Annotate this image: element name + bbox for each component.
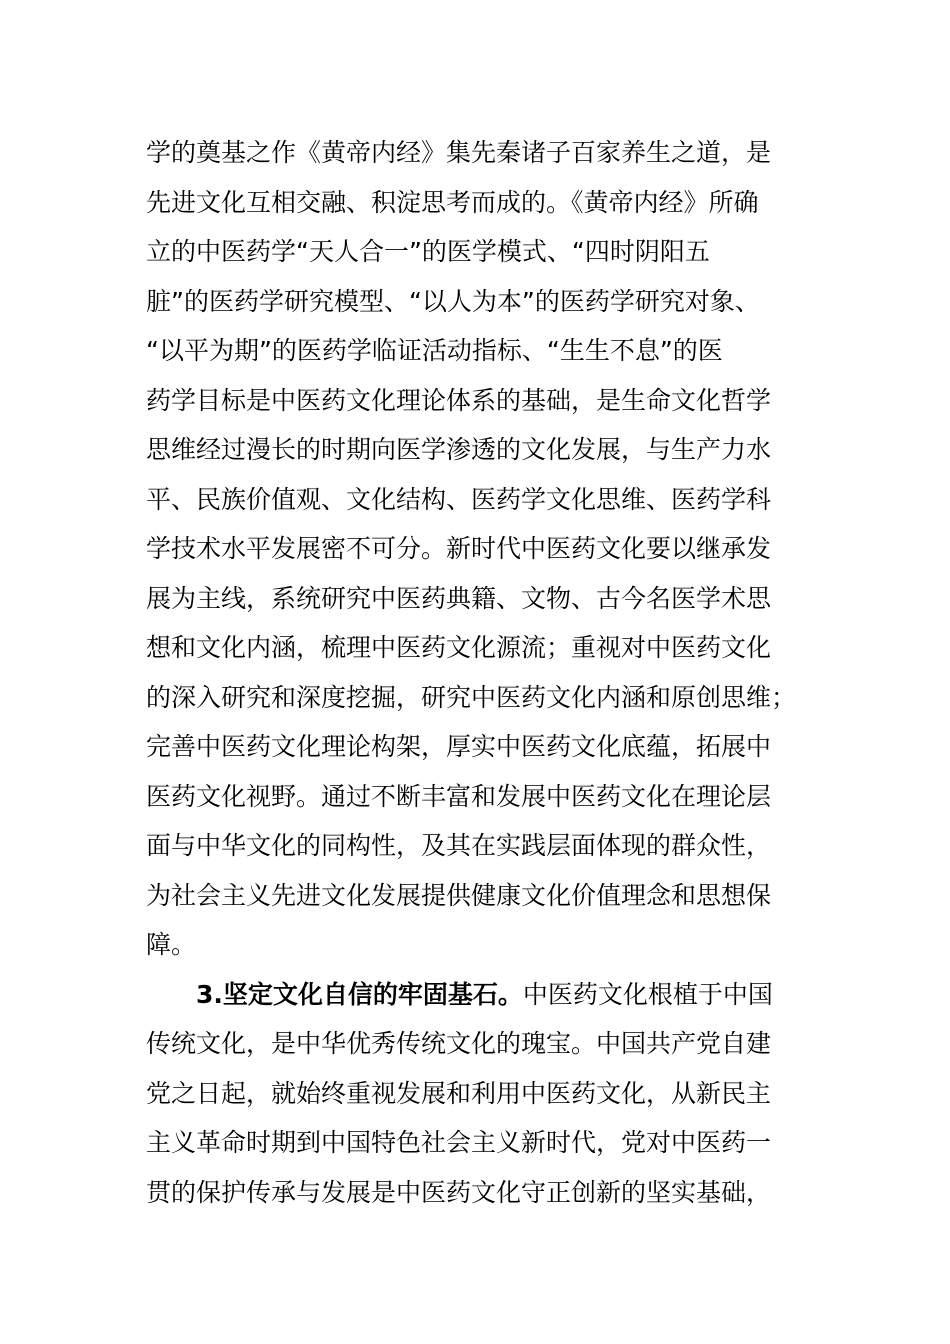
text-line-first [146,970,826,1020]
text-line: 思维经过漫长的时期向医学渗透的文化发展，与生产力水 [146,435,772,464]
text-line: 为社会主义先进文化发展提供健康文化价值理念和思想保 [146,880,772,910]
text-line: 平、民族价值观、文化结构、医药学文化思维、医药学科 [146,484,772,514]
text-line: 药学目标是中医药文化理论体系的基础，是生命文化哲学 [146,385,772,415]
text-line: 医药文化视野。通过不断丰富和发展中医药文化在理论层 [146,781,772,811]
text-line: “以平为期”的医药学临证活动指标、“生生不息”的医 [146,336,723,365]
text-line: 党之日起，就始终重视发展和利用中医药文化，从新民主 [146,1078,772,1108]
text-line: 学的奠基之作《黄帝内经》集先秦诸子百家养生之道，是 [146,138,772,167]
text-line: 传统文化，是中华优秀传统文化的瑰宝。中国共产党自建 [146,1029,772,1058]
text-line: 障。 [146,930,197,959]
text-line: 完善中医药文化理论构架，厚实中医药文化底蕴，拓展中 [146,732,772,761]
heading-continuation: 中医药文化根植于中国 [522,979,773,1009]
body-text [146,128,826,1217]
paragraph-2 [146,970,826,1218]
text-line: 贯的保护传承与发展是中医药文化守正创新的坚实基础， [146,1177,772,1207]
text-line: 学技术水平发展密不可分。新时代中医药文化要以继承发 [146,534,772,563]
text-line: 的深入研究和深度挖掘，研究中医药文化内涵和原创思维； [146,682,797,712]
text-line: 想和文化内涵，梳理中医药文化源流；重视对中医药文化 [146,633,772,662]
text-line: 先进文化互相交融、积淀思考而成的。《黄帝内经》所确 [146,187,759,217]
section-heading: 3.坚定文化自信的牢固基石。 [196,979,523,1009]
text-line: 立的中医药学“天人合一”的医学模式、“四时阴阳五 [146,237,710,266]
text-line: 展为主线，系统研究中医药典籍、文物、古今名医学术思 [146,583,772,613]
text-line: 脏”的医药学研究模型、“以人为本”的医药学研究对象、 [146,286,760,316]
text-line: 面与中华文化的同构性，及其在实践层面体现的群众性， [146,831,772,860]
text-line: 主义革命时期到中国特色社会主义新时代，党对中医药一 [146,1128,772,1157]
paragraph-1 [146,128,826,970]
